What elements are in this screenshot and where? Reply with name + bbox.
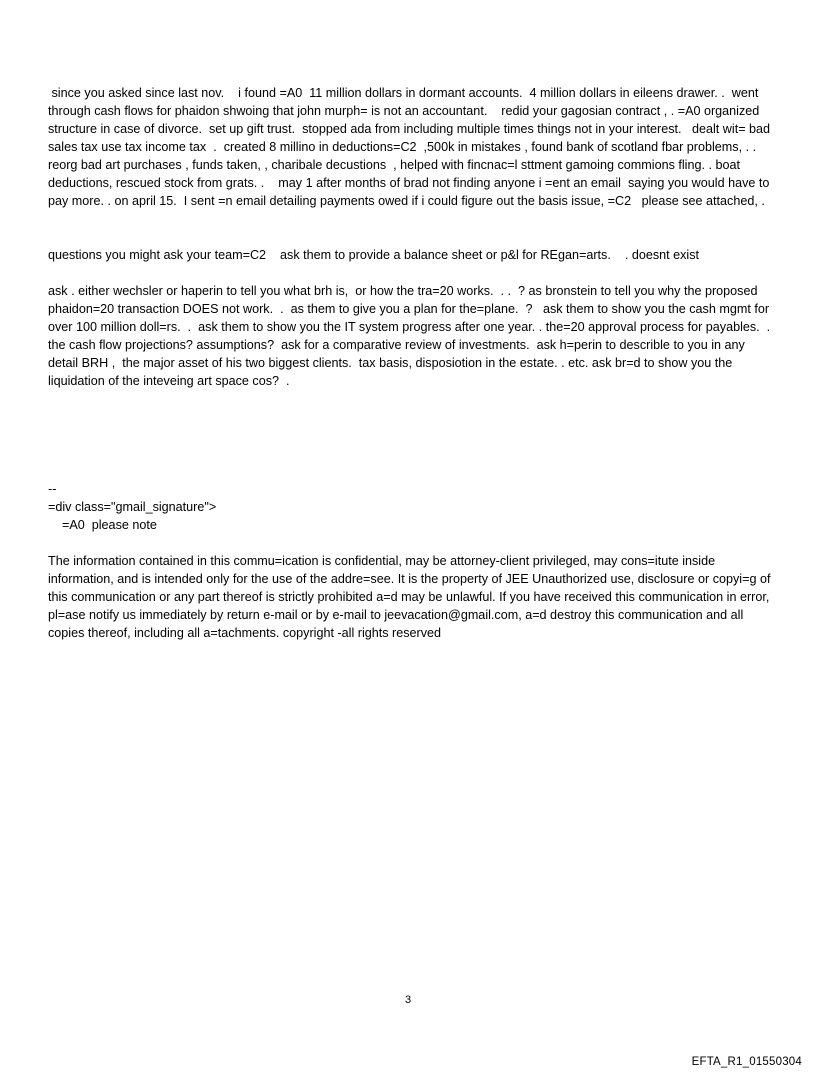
confidentiality-notice: The information contained in this commu=ication is confidential, may be attorney-client privileged, may cons=itute inside information, and is intended only for the use of the addre=see. It is the property of JEE Unauthorized use, disclosure or copyi=g of this communication or any part thereof is strictly prohibited a=d may be unlawful. If you have received this communication in error, pl=ase notify us immediately by return e-mail or by e-mail to jeevacation@gmail.com, a=d destroy this communication and all copies thereof, including all a=tachments. copyright -all rights reserved	[48, 554, 774, 640]
signature-block	[48, 480, 778, 534]
document-page	[48, 84, 778, 642]
signature-separator: --	[48, 482, 57, 496]
body-paragraph-2: questions you might ask your team=C2 ask them to provide a balance sheet or p&l for REgan=arts. . doesnt exist	[48, 248, 700, 262]
signature-note: =A0 please note	[62, 518, 157, 532]
signature-div-line: =div class="gmail_signature">	[48, 500, 217, 514]
bates-number: EFTA_R1_01550304	[691, 1056, 802, 1068]
body-paragraph-1: since you asked since last nov. i found =A0 11 million dollars in dormant accounts. 4 million dollars in eileens drawer. . went through cash flows for phaidon shwoing that john murph= is not an accountant. redid your gagosian contract , . =A0 organized structure in case of divorce. set up gift trust. stopped ada from including multiple times things not in your interest. dealt wit= bad sales tax use tax income tax . created 8 millino in deductions=C2 ,500k in mistakes , found bank of scotland fbar problems, . . reorg bad art purchases , funds taken, , charibale decustions , helped with fincnac=l sttment gamoing commions fling. . boat deductions, rescued stock from grats. . may 1 after months of brad not finding anyone i =ent an email saying you would have to pay more. . on april 15. I sent =n email detailing payments owed if i could figure out the basis issue, =C2 please see attached, .	[48, 86, 774, 208]
page-number: 3	[404, 994, 412, 1006]
body-paragraph-3: ask . either wechsler or haperin to tell you what brh is, or how the tra=20 works. . . ? as bronstein to tell you why the proposed phaidon=20 transaction DOES not work. . as them to give you a plan for the=plane. ? ask them to show you the cash mgmt for over 100 million doll=rs. . ask them to show you the IT system progress after one year. . the=20 approval process for payables. . the cash flow projections? assumptions? ask for a comparative review of investments. ask h=perin to describle to you in any detail BRH , the major asset of his two biggest clients. tax basis, disposiotion in the estate. . etc. ask br=d to show you the liquidation of the inteveing art space cos? .	[48, 284, 774, 388]
